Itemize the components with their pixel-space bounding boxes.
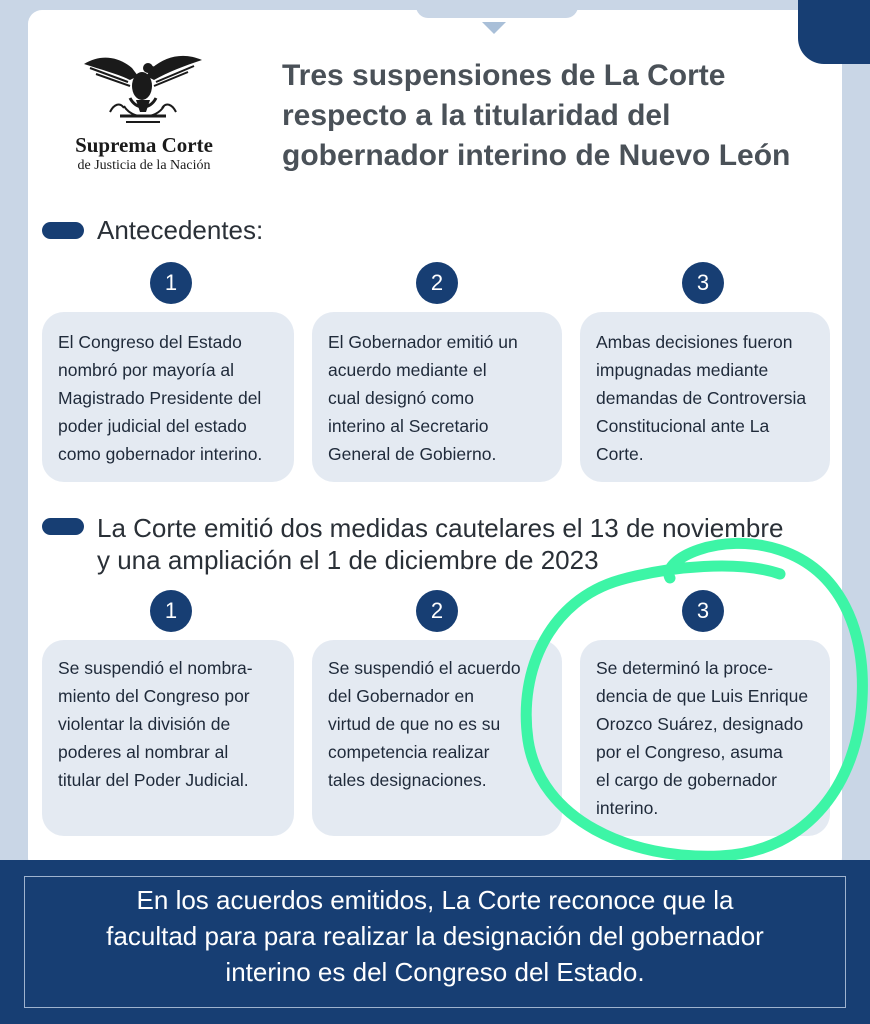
step-number: 1	[150, 262, 192, 304]
card-line: cual designó como	[328, 388, 474, 408]
card-line: interino al Secretario	[328, 416, 489, 436]
card-line: por el Congreso, asuma	[596, 742, 783, 762]
page-title	[282, 56, 837, 176]
card-line: poderes al nombrar al	[58, 742, 229, 762]
card-line: violentar la división de	[58, 714, 231, 734]
section-bullet	[42, 222, 84, 239]
card-line: acuerdo mediante el	[328, 360, 487, 380]
card-line: del Gobernador en	[328, 686, 474, 706]
step-number: 3	[682, 590, 724, 632]
card-line: el cargo de gobernador	[596, 770, 777, 790]
card-line: competencia realizar	[328, 742, 490, 762]
card-line: Magistrado Presidente del	[58, 388, 262, 408]
corner-decoration	[798, 0, 870, 64]
heading-line: y una ampliación el 1 de diciembre de 2023	[97, 545, 599, 575]
antecedente-card-2	[312, 312, 562, 482]
card-line: Corte.	[596, 444, 644, 464]
card-line: nombró por mayoría al	[58, 360, 235, 380]
card-line: interino.	[596, 798, 659, 818]
heading-line: La Corte emitió dos medidas cautelares el 13 de noviembre	[97, 513, 784, 543]
card-line: El Congreso del Estado	[58, 332, 242, 352]
title-line: gobernador interino de Nuevo León	[282, 139, 791, 172]
card-line: demandas de Controversia	[596, 388, 807, 408]
card-line: Ambas decisiones fueron	[596, 332, 793, 352]
card-line: Se suspendió el acuerdo	[328, 658, 521, 678]
card-line: miento del Congreso por	[58, 686, 250, 706]
title-line: Tres suspensiones de La Corte	[282, 59, 726, 92]
step-number: 2	[416, 590, 458, 632]
card-line: dencia de que Luis Enrique	[596, 686, 809, 706]
card-line: Se suspendió el nombra-	[58, 658, 253, 678]
conclusion-line: interino es del Congreso del Estado.	[225, 957, 645, 987]
medida-card-2	[312, 640, 562, 836]
antecedentes-heading: Antecedentes:	[97, 215, 264, 245]
logo-title: Suprema Corte	[75, 133, 213, 157]
card-line: tales designaciones.	[328, 770, 487, 790]
conclusion-banner	[0, 860, 870, 1024]
logo-subtitle: de Justicia de la Nación	[77, 158, 211, 173]
card-line: como gobernador interino.	[58, 444, 263, 464]
card-line: Se determinó la proce-	[596, 658, 774, 678]
card-line: impugnadas mediante	[596, 360, 769, 380]
eagle-emblem-icon	[80, 46, 206, 130]
medidas-heading	[97, 512, 784, 576]
conclusion-text	[0, 882, 870, 990]
medida-card-1	[42, 640, 294, 836]
medida-card-3	[580, 640, 830, 836]
step-number: 2	[416, 262, 458, 304]
card-line: General de Gobierno.	[328, 444, 497, 464]
top-tab	[416, 0, 578, 18]
card-line: Constitucional ante La	[596, 416, 770, 436]
step-number: 1	[150, 590, 192, 632]
title-line: respecto a la titularidad del	[282, 99, 671, 132]
conclusion-line: En los acuerdos emitidos, La Corte reconoce que la	[136, 885, 734, 915]
card-line: Orozco Suárez, designado	[596, 714, 804, 734]
antecedente-card-1	[42, 312, 294, 482]
card-line: poder judicial del estado	[58, 416, 247, 436]
card-line: virtud de que no es su	[328, 714, 501, 734]
card-line: El Gobernador emitió un	[328, 332, 518, 352]
section-bullet	[42, 518, 84, 535]
step-number: 3	[682, 262, 724, 304]
antecedente-card-3	[580, 312, 830, 482]
card-line: titular del Poder Judicial.	[58, 770, 249, 790]
conclusion-line: facultad para para realizar la designación del gobernador	[106, 921, 764, 951]
chevron-down-icon	[482, 22, 506, 34]
